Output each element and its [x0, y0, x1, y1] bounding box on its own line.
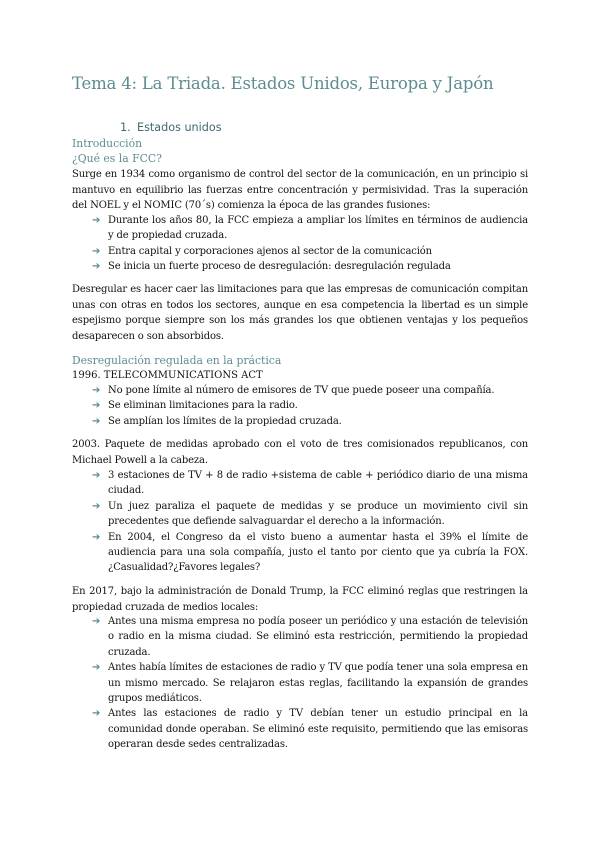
- intro-bullet-list: [92, 213, 528, 275]
- paragraph-2003: 2003. Paquete de medidas aprobado con el voto de tres comisionados republicanos, con Michael Powell a la cabeza.: [72, 439, 528, 466]
- section-heading: Estados unidos: [137, 121, 222, 134]
- arrow-right-icon: ➔: [92, 215, 101, 226]
- page-title: Tema 4: La Triada. Estados Unidos, Europa y Japón: [72, 74, 494, 93]
- arrow-right-icon: ➔: [92, 531, 101, 543]
- practice-heading: Desregulación regulada en la práctica: [72, 354, 282, 367]
- arrow-right-icon: ➔: [92, 245, 101, 257]
- question-heading: ¿Qué es la FCC?: [72, 152, 162, 165]
- arrow-right-icon: ➔: [92, 400, 101, 412]
- list-item: ➔ Se inicia un fuerte proceso de desregulación: desregulación regulada: [92, 259, 528, 274]
- arrow-right-icon: ➔: [92, 616, 101, 627]
- list-item: ➔ Antes había límites de estaciones de radio y TV que podía tener una sola empresa en un mismo mercado. Se relajaron estas reglas, facilitando la expansión de grandes grupos mediáticos.: [92, 662, 528, 705]
- list-item: ➔ Un juez paraliza el paquete de medidas y se produce un movimiento civil sin precedentes que defiende salvaguardar el derecho a la información.: [92, 500, 528, 528]
- arrow-right-icon: ➔: [92, 261, 101, 273]
- arrow-right-icon: ➔: [92, 415, 101, 427]
- list-item: ➔ Antes las estaciones de radio y TV debían tener un estudio principal en la comunidad donde operaban. Se eliminó este requisito, permitiendo que las emisoras operaran desde sedes centralizadas.: [92, 708, 528, 751]
- bullet-list-2017: [92, 614, 528, 753]
- list-item: ➔ Se amplían los límites de la propiedad cruzada.: [92, 414, 528, 429]
- arrow-right-icon: ➔: [92, 500, 101, 512]
- act-bullet-list: [92, 383, 528, 429]
- paragraph-2017: En 2017, bajo la administración de Donald Trump, la FCC eliminó reglas que restringen la propiedad cruzada de medios locales:: [72, 586, 528, 613]
- list-item: ➔ En 2004, el Congreso da el visto bueno a aumentar hasta el 39% el límite de audiencia para una sola compañía, justo el tanto por ciento que ya cubría la FOX. ¿Casualidad?¿Favores legales?: [92, 531, 528, 574]
- list-item: ➔ 3 estaciones de TV + 8 de radio +sistema de cable + periódico diario de una misma ciudad.: [92, 470, 528, 497]
- arrow-right-icon: ➔: [92, 385, 101, 396]
- intro-heading: Introducción: [72, 137, 143, 150]
- arrow-right-icon: ➔: [92, 470, 101, 481]
- arrow-right-icon: ➔: [92, 662, 101, 674]
- list-item: ➔ Durante los años 80, la FCC empieza a ampliar los límites en términos de audiencia y de propiedad cruzada.: [92, 215, 528, 242]
- list-item: ➔ Se eliminan limitaciones para la radio.: [92, 398, 528, 413]
- act-line: 1996. TELECOMMUNICATIONS ACT: [72, 370, 263, 381]
- list-item: ➔ No pone límite al número de emisores de TV que puede poseer una compañía.: [92, 383, 528, 398]
- section-number: 1.: [120, 121, 131, 134]
- arrow-right-icon: ➔: [92, 708, 101, 720]
- list-item: ➔ Antes una misma empresa no podía poseer un periódico y una estación de televisión o radio en la misma ciudad. Se eliminó esta restricción, permitiendo la propiedad cruzada.: [92, 616, 528, 658]
- intro-paragraph: Surge en 1934 como organismo de control del sector de la comunicación, en un principio si mantuvo en equilibrio las fuerzas entre concentración y permisividad. Tras la superación del NOEL y el NOMIC (70´s) comienza la época de las grandes fusiones:: [72, 169, 528, 211]
- deregulation-paragraph: Desregular es hacer caer las limitaciones para que las empresas de comunicación compitan unas con otras en todos los sectores, aunque en esa competencia la libertad es un simple espejismo porque siempre son los más grandes los que obtienen ventajas y los pequeños desaparecen o son absorbidos.: [72, 284, 528, 342]
- list-item: ➔ Entra capital y corporaciones ajenos al sector de la comunicación: [92, 244, 528, 259]
- bullet-list-2003: [92, 468, 528, 576]
